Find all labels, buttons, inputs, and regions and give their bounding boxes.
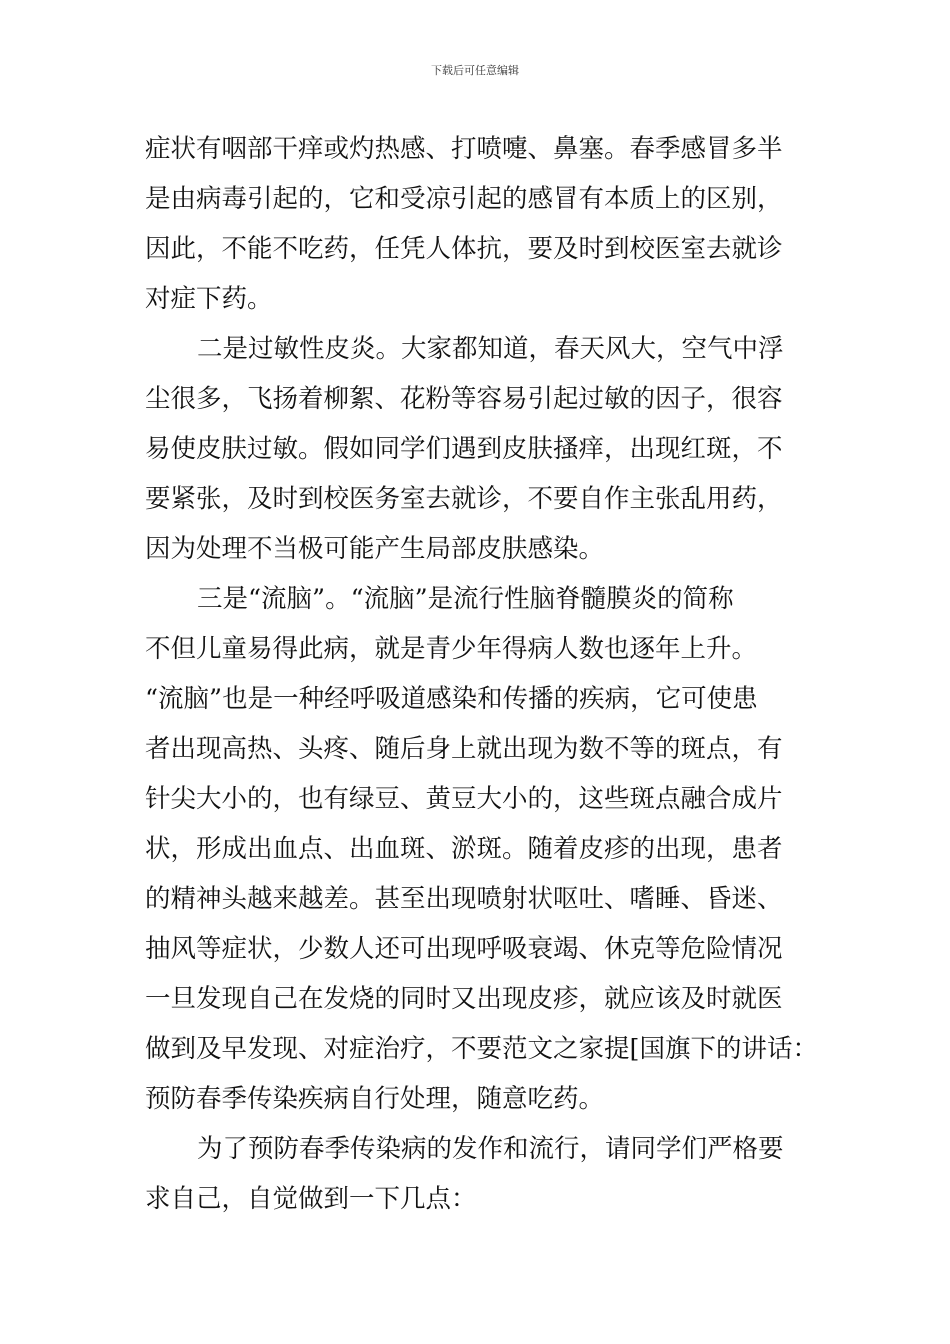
text-line: 不但儿童易得此病，就是青少年得病人数也逐年上升。 (145, 634, 758, 664)
text-line: 做到及早发现、对症治疗，不要范文之家提[国旗下的讲话： (145, 1034, 818, 1064)
text-line: 因为处理不当极可能产生局部皮肤感染。 (145, 534, 605, 564)
paragraph-start-line: 二是过敏性皮炎。大家都知道，春天风大，空气中浮 (197, 334, 784, 364)
text-line: 要紧张，及时到校医务室去就诊，不要自作主张乱用药， (145, 484, 783, 514)
text-line: 预防春季传染疾病自行处理，随意吃药。 (145, 1084, 605, 1114)
text-line: 一旦发现自己在发烧的同时又出现皮疹，就应该及时就医 (145, 984, 783, 1014)
text-line: 易使皮肤过敏。假如同学们遇到皮肤搔痒，出现红斑，不 (145, 434, 783, 464)
text-line: 症状有咽部干痒或灼热感、打喷嚏、鼻塞。春季感冒多半 (145, 134, 783, 164)
paragraph-start-line: 为了预防春季传染病的发作和流行，请同学们严格要 (197, 1134, 784, 1164)
page-header: 下载后可任意编辑 (431, 64, 519, 77)
text-line: 针尖大小的，也有绿豆、黄豆大小的，这些斑点融合成片 (145, 784, 783, 814)
text-line: 抽风等症状，少数人还可出现呼吸衰竭、休克等危险情况 (145, 934, 783, 964)
text-line: “流脑”也是一种经呼吸道感染和传播的疾病，它可使患 (145, 684, 758, 714)
text-line: 的精神头越来越差。甚至出现喷射状呕吐、嗜睡、昏迷、 (145, 884, 783, 914)
text-line: 对症下药。 (145, 284, 273, 314)
text-line: 求自己，自觉做到一下几点： (145, 1184, 477, 1214)
paragraph-start-line: 三是“流脑”。“流脑”是流行性脑脊髓膜炎的简称 (197, 584, 734, 614)
text-line: 因此，不能不吃药，任凭人体抗，要及时到校医室去就诊 (145, 234, 783, 264)
text-line: 状，形成出血点、出血斑、淤斑。随着皮疹的出现，患者 (145, 834, 783, 864)
text-line: 是由病毒引起的，它和受凉引起的感冒有本质上的区别， (145, 184, 783, 214)
text-line: 尘很多，飞扬着柳絮、花粉等容易引起过敏的因子，很容 (145, 384, 783, 414)
text-line: 者出现高热、头疼、随后身上就出现为数不等的斑点，有 (145, 734, 783, 764)
document-body (145, 124, 818, 1224)
